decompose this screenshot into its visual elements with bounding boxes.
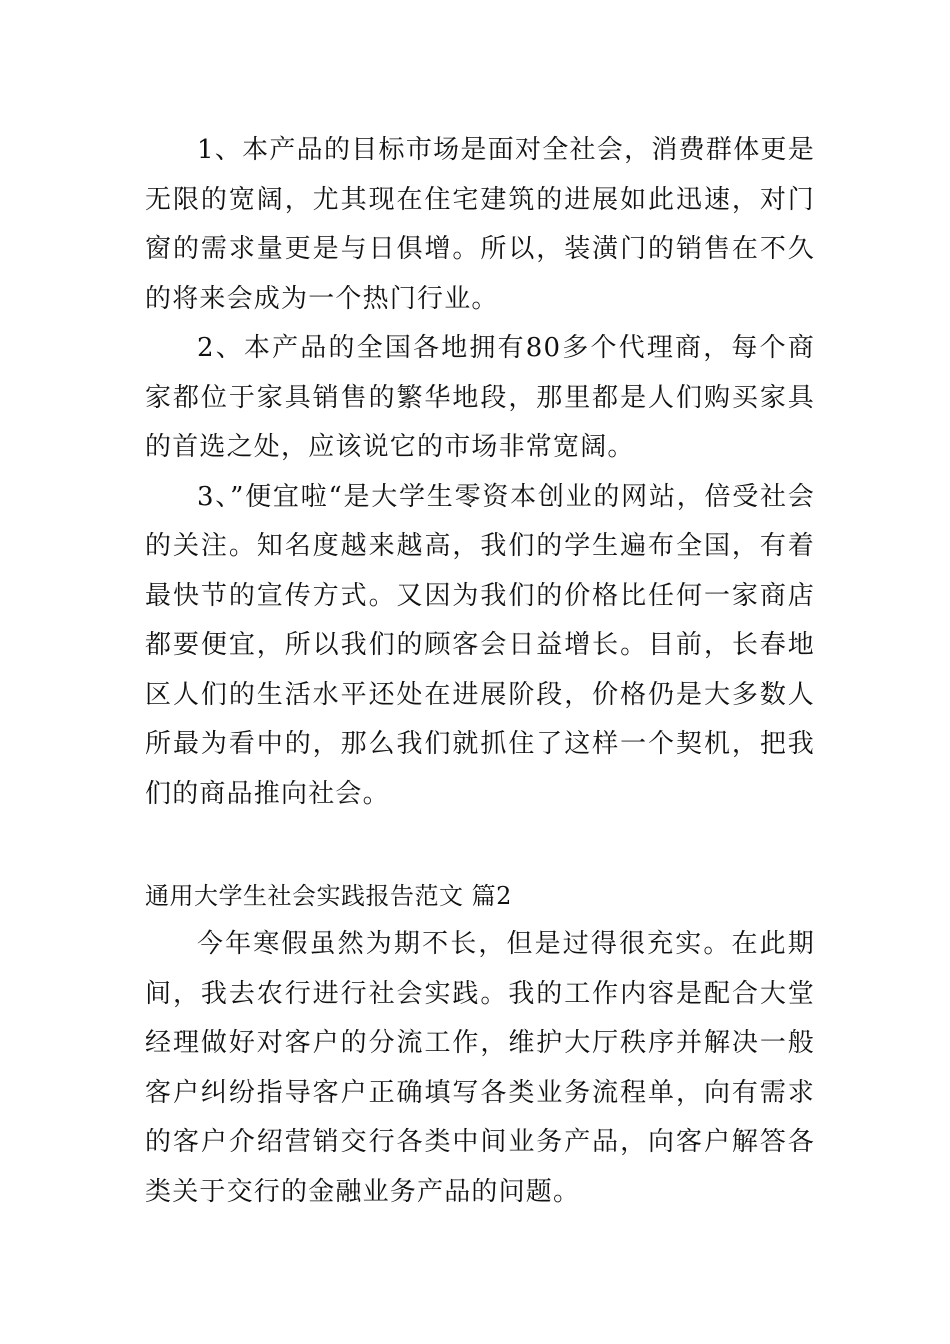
section-1-body <box>145 126 815 819</box>
section-2-heading: 通用大学生社会实践报告范文 篇2 <box>145 882 512 910</box>
paragraph-1: 1、本产品的目标市场是面对全社会，消费群体更是无限的宽阔，尤其现在住宅建筑的进展如此迅速，对门窗的需求量更是与日俱增。所以，装潢门的销售在不久的将来会成为一个热门行业。 <box>145 135 815 314</box>
paragraph-2: 2、本产品的全国各地拥有80多个代理商，每个商家都位于家具销售的繁华地段，那里都是人们购买家具的首选之处，应该说它的市场非常宽阔。 <box>145 333 815 462</box>
paragraph-3: 3、”便宜啦“是大学生零资本创业的网站，倍受社会的关注。知名度越来越高，我们的学生遍布全国，有着最快节的宣传方式。又因为我们的价格比任何一家商店都要便宜，所以我们的顾客会日益增长。目前，长春地区人们的生活水平还处在进展阶段，价格仍是大多数人所最为看中的，那么我们就抓住了这样一个契机，把我们的商品推向社会。 <box>145 481 815 809</box>
section-2-body <box>145 920 815 1217</box>
paragraph-4: 今年寒假虽然为期不长，但是过得很充实。在此期间，我去农行进行社会实践。我的工作内容是配合大堂经理做好对客户的分流工作，维护大厅秩序并解决一般客户纠纷指导客户正确填写各类业务流程单，向有需求的客户介绍营销交行各类中间业务产品，向客户解答各类关于交行的金融业务产品的问题。 <box>145 929 815 1207</box>
